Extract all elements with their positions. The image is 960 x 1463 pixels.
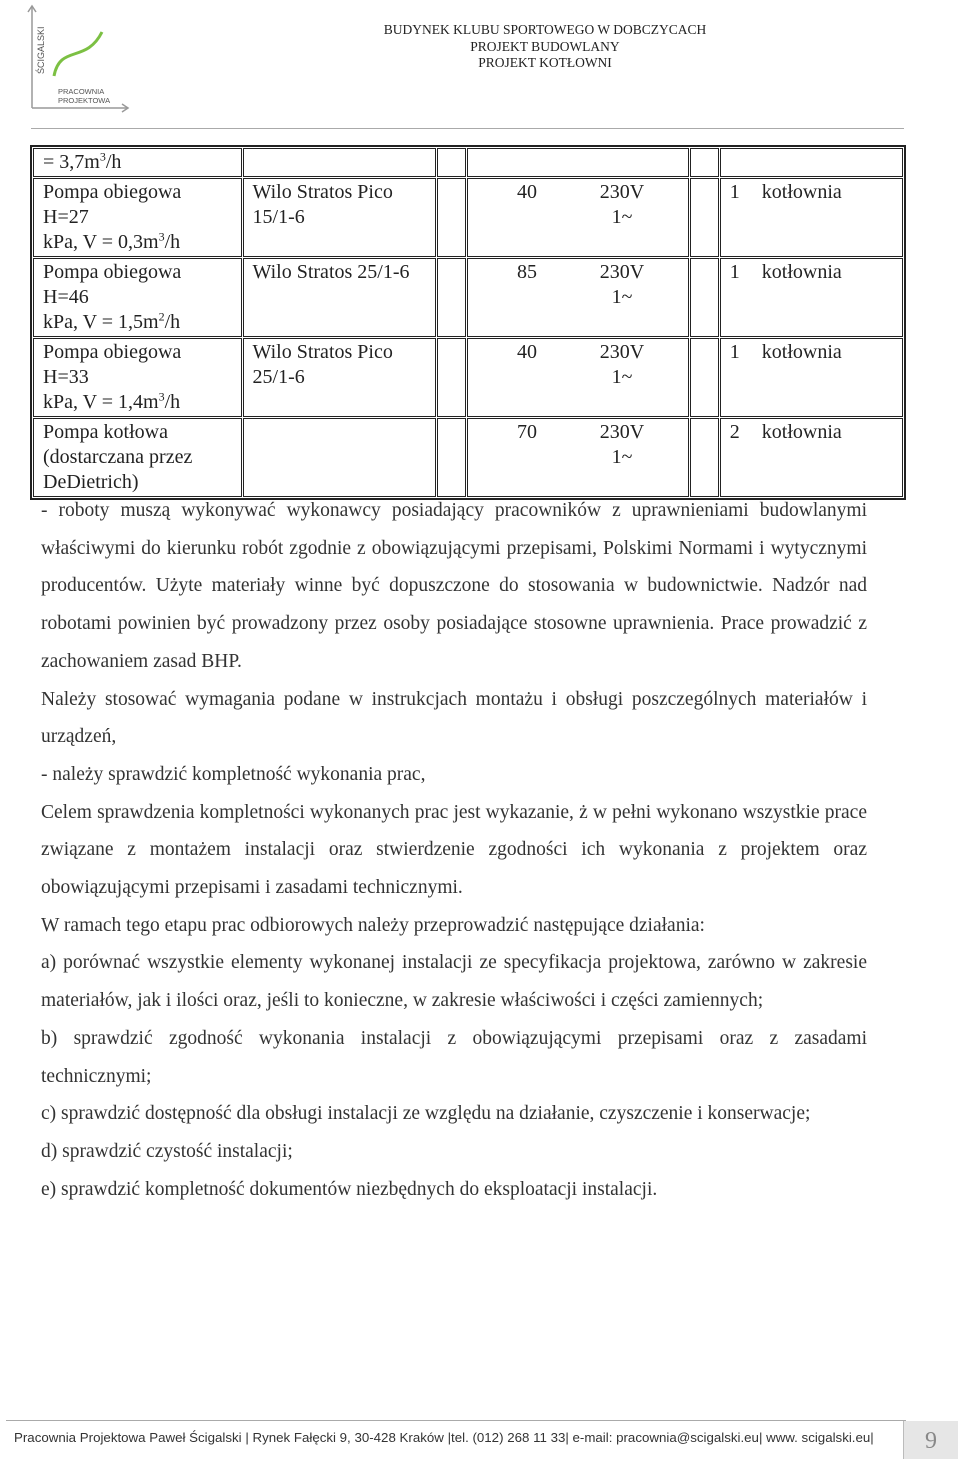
company-logo xyxy=(26,4,131,114)
list-item: d) sprawdzić czystość instalacji; xyxy=(41,1140,293,1162)
document-header xyxy=(380,22,710,72)
table-cell: Wilo Stratos Pico 15/1-6 xyxy=(243,178,437,257)
table-row xyxy=(33,338,903,417)
table-cell: Pompa obiegowa H=27 kPa, $V = 0,3m^3/h$ xyxy=(33,178,242,257)
list-item: a) porównać wszystkie elementy wykonanej instalacji ze specyfikacja projektowa, zarówno w zakresie materiałów, jak i ilości oraz, jeśli to konieczne, w zakresie właściwości i części zamiennych; xyxy=(41,952,867,1012)
table-cell: 70 230V 1~ xyxy=(467,418,689,497)
list-item: e) sprawdzić kompletność dokumentów niezbędnych do eksploatacji instalacji. xyxy=(41,1178,658,1200)
table-cell: Pompa kotłowa (dostarczana przez DeDietrich) xyxy=(33,418,242,497)
header-line-type: PROJEKT BUDOWLANY xyxy=(470,38,620,54)
table-cell: 1 kotłownia xyxy=(720,258,903,337)
page-number: 9 xyxy=(903,1421,958,1459)
table-cell: Pompa obiegowa H=33 kPa, $V = 1,4m^3/h$ xyxy=(33,338,242,417)
logo-brand: ŚCIGALSKI xyxy=(36,26,46,74)
footer-divider xyxy=(6,1420,906,1421)
table-cell: Wilo Stratos 25/1-6 xyxy=(243,258,437,337)
header-divider xyxy=(31,128,904,129)
table-cell: 1 kotłownia xyxy=(720,338,903,417)
list-item: c) sprawdzić dostępność dla obsługi instalacji ze względu na działanie, czyszczenie i konserwacje; xyxy=(41,1103,811,1125)
table-row xyxy=(33,178,903,257)
list-item: b) sprawdzić zgodność wykonania instalacji z obowiązującymi przepisami oraz z zasadami technicznymi; xyxy=(41,1027,867,1087)
footer-contact: Pracownia Projektowa Paweł Ścigalski | Rynek Fałęcki 9, 30-428 Kraków |tel. (012) 268 11 33| e-mail: pracownia@scigalski.eu| www. scigalski.eu| xyxy=(14,1430,874,1445)
table-cell: 1 kotłownia xyxy=(720,178,903,257)
table-row xyxy=(33,258,903,337)
paragraph-check-completeness: - należy sprawdzić kompletność wykonania prac, xyxy=(41,763,426,785)
paragraph-instructions: Należy stosować wymagania podane w instrukcjach montażu i obsługi poszczególnych materiałów i urządzeń, xyxy=(41,688,867,748)
equipment-table xyxy=(30,145,906,500)
header-line-section: PROJEKT KOTŁOWNI xyxy=(478,55,612,70)
table-row xyxy=(33,418,903,497)
table-cell: Wilo Stratos Pico 25/1-6 xyxy=(243,338,437,417)
table-cell: = $3,7m^3/h$ xyxy=(33,148,242,177)
table-cell xyxy=(243,148,437,177)
table-cell: 40 230V 1~ xyxy=(467,338,689,417)
paragraph-actions-intro: W ramach tego etapu prac odbiorowych należy przeprowadzić następujące działania: xyxy=(41,914,705,936)
table-cell: 85 230V 1~ xyxy=(467,258,689,337)
table-cell xyxy=(243,418,437,497)
table-row xyxy=(33,148,903,177)
logo-line1: PRACOWNIA xyxy=(58,87,105,96)
table-cell xyxy=(467,148,689,177)
paragraph-purpose: Celem sprawdzenia kompletności wykonanych prac jest wykazanie, ż w pełni wykonano wszystkie prace związane z montażem instalacji oraz stwierdzenie zgodności ich wykonania z projektem oraz obowiązującymi przepisami i zasadami technicznymi. xyxy=(41,801,867,899)
table-cell: 2 kotłownia xyxy=(720,418,903,497)
table-cell: Pompa obiegowa H=46 kPa, $V = 1,5m^2/h$ xyxy=(33,258,242,337)
table-cell xyxy=(720,148,903,177)
logo-line2: PROJEKTOWA xyxy=(58,96,111,105)
header-line-project: BUDYNEK KLUBU SPORTOWEGO W DOBCZYCACH xyxy=(383,22,707,37)
body-text xyxy=(41,492,867,1208)
paragraph-requirements: - roboty muszą wykonywać wykonawcy posiadający pracowników z uprawnieniami budowlanymi właściwymi do kierunku robót zgodnie z obowiązującymi przepisami, Polskimi Normami i wytycznymi producentów. Użyte materiały winne być dopuszczone do stosowania w budownictwie. Nadzór nad robotami powinien być prowadzony przez osoby posiadające stosowne uprawnienia. Prace prowadzić z zachowaniem zasad BHP. xyxy=(41,500,867,672)
table-cell: 40 230V 1~ xyxy=(467,178,689,257)
